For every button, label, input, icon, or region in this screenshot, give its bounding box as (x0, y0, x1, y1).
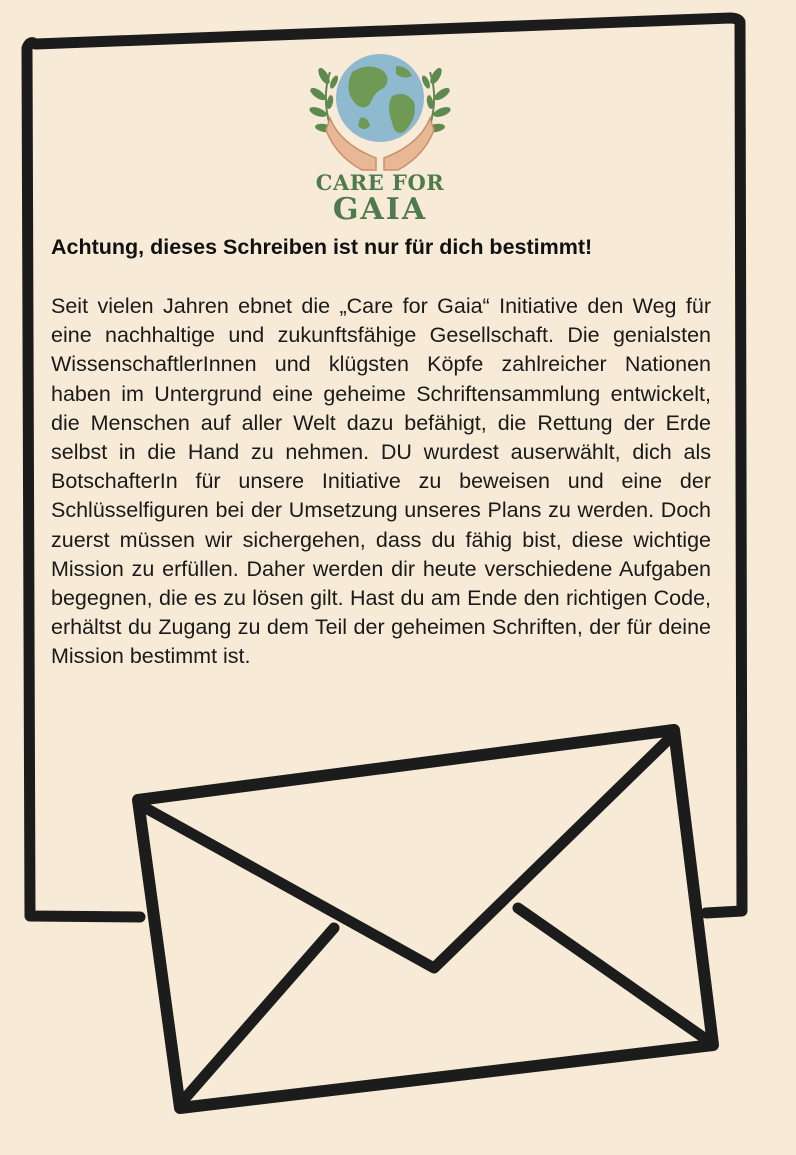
care-for-gaia-logo (300, 52, 460, 227)
logo-title-line2: GAIA (332, 192, 428, 227)
envelope-icon (138, 730, 713, 1108)
logo-title-line1: CARE FOR (315, 170, 445, 195)
globe-icon (336, 54, 424, 142)
letter-body: Seit vielen Jahren ebnet die „Care for Gaia“ Initiative den Weg für eine nachhaltige und zukunftsfähige Gesellschaft. Die genialsten WissenschaftlerInnen und klügsten Köpfe zahlreicher Nationen haben im Untergrund eine geheime Schriftensammlung entwickelt, die Menschen auf aller Welt dazu befähigt, die Rettung der Erde selbst in die Hand zu nehmen. DU wurdest auserwählt, dich als BotschafterIn für unsere Initiative zu beweisen und eine der Schlüsselfiguren bei der Umsetzung unseres Plans zu werden. Doch zuerst müssen wir sichergehen, dass du fähig bist, diese wichtige Mission zu erfüllen. Daher werden dir heute verschiedene Aufgaben begegnen, die es zu lösen gilt. Hast du am Ende den richtigen Code, erhältst du Zugang zu dem Teil der geheimen Schriften, der für deine Mission bestimmt ist. (51, 294, 711, 669)
letter-heading: Achtung, dieses Schreiben ist nur für dich bestimmt! (51, 235, 593, 259)
